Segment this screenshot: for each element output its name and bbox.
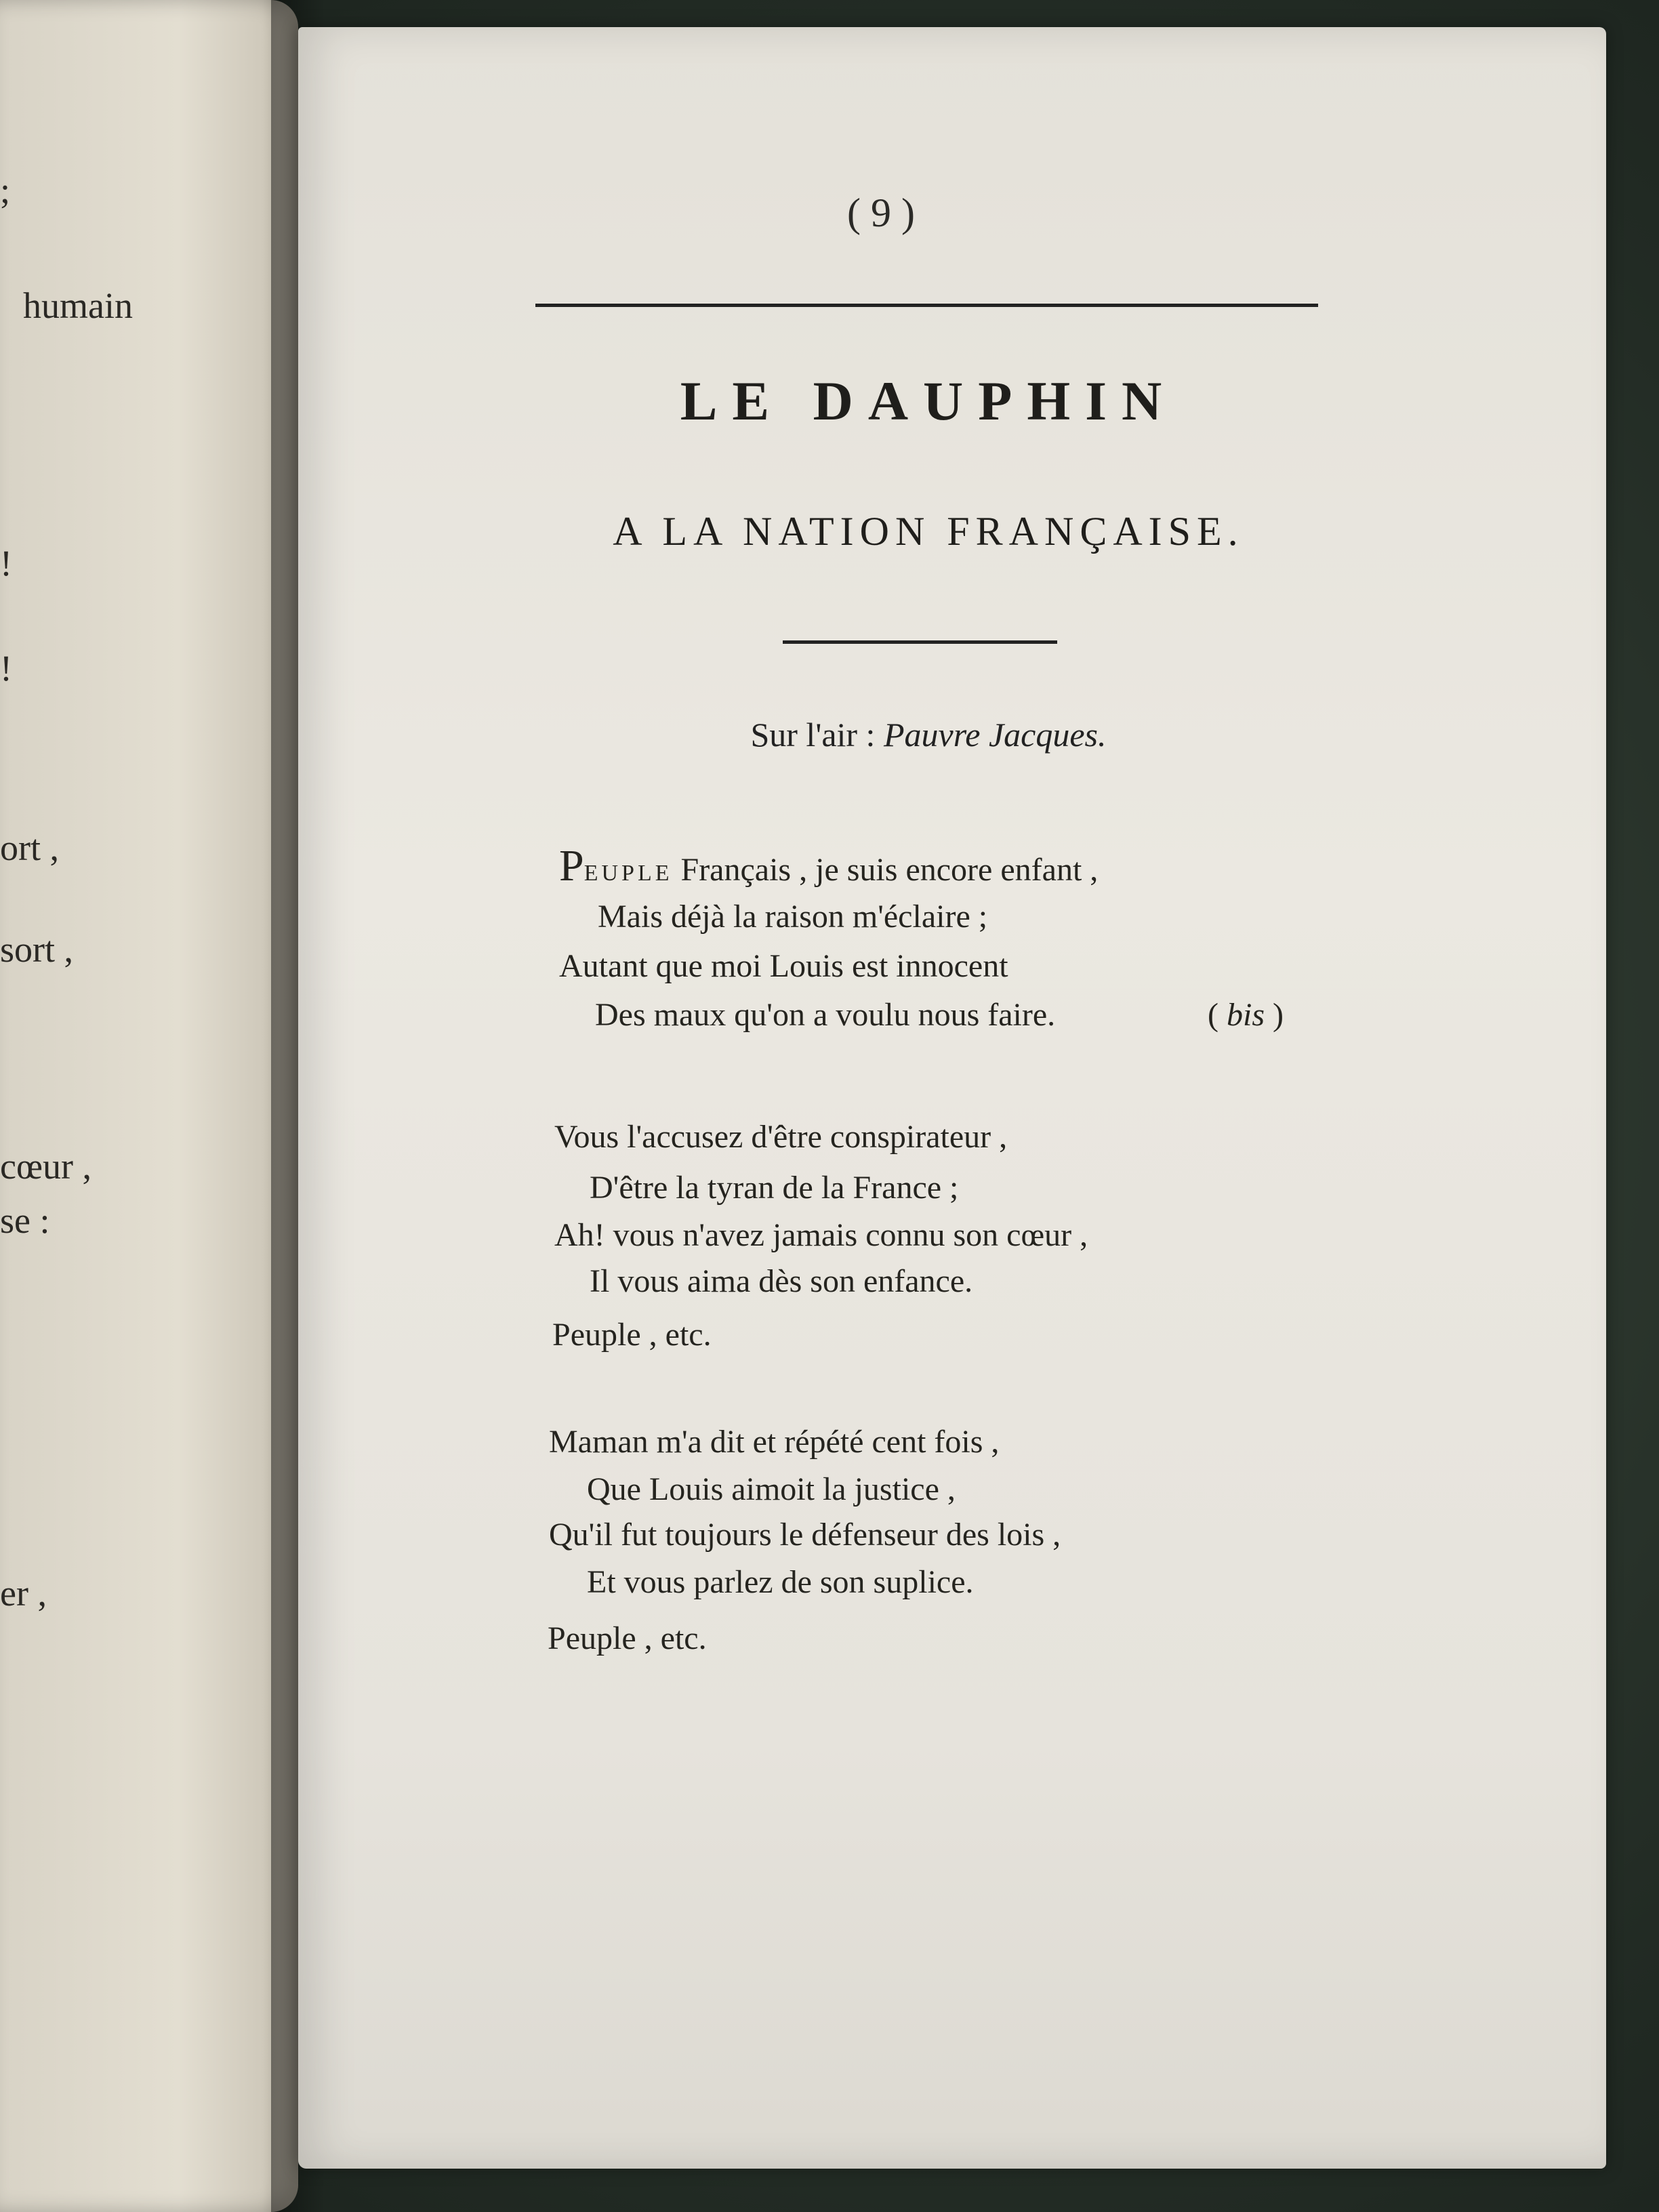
page-number: ( 9 ) xyxy=(847,190,915,235)
stanza3-line1: Maman m'a dit et répété cent fois , xyxy=(549,1424,1000,1460)
left-page xyxy=(0,0,298,2212)
bis-close: ) xyxy=(1265,997,1284,1033)
left-fragment: se : xyxy=(0,1200,50,1241)
stanza1-line1 xyxy=(559,840,1098,892)
bis-open: ( xyxy=(1208,997,1227,1033)
stanza1-line2: Mais déjà la raison m'éclaire ; xyxy=(598,899,988,935)
dropcap: P xyxy=(559,841,584,890)
stanza2-line1: Vous l'accusez d'être conspirateur , xyxy=(554,1119,1008,1155)
right-page xyxy=(298,27,1606,2169)
bis-word: bis xyxy=(1226,997,1265,1033)
left-fragment: humain xyxy=(23,285,133,326)
page-subtitle: A LA NATION FRANÇAISE. xyxy=(613,509,1244,554)
left-fragment: sort , xyxy=(0,929,73,970)
left-fragment: ! xyxy=(0,648,12,689)
short-rule xyxy=(783,640,1057,644)
air-tune: Pauvre Jacques. xyxy=(883,716,1107,754)
smallcaps: EUPLE xyxy=(583,861,673,886)
left-fragment: ; xyxy=(0,170,11,211)
air-prefix: Sur l'air : xyxy=(750,716,876,754)
stanza2-line3: Ah! vous n'avez jamais connu son cœur , xyxy=(554,1217,1088,1253)
line-text: Français , je suis encore enfant , xyxy=(672,852,1099,888)
left-fragment: cœur , xyxy=(0,1146,91,1187)
top-rule xyxy=(535,304,1318,307)
stanza3-line4: Et vous parlez de son suplice. xyxy=(587,1564,974,1600)
stanza3-refrain: Peuple , etc. xyxy=(548,1620,707,1656)
stanza2-refrain: Peuple , etc. xyxy=(552,1317,712,1353)
stanza3-line2: Que Louis aimoit la justice , xyxy=(587,1471,956,1507)
stanza3-line3: Qu'il fut toujours le défenseur des lois , xyxy=(549,1517,1061,1553)
air-line xyxy=(535,715,1322,754)
bis-marker xyxy=(1208,996,1284,1033)
left-fragment: ort , xyxy=(0,827,59,868)
stanza1-line3: Autant que moi Louis est innocent xyxy=(559,948,1008,984)
stanza2-line2: D'être la tyran de la France ; xyxy=(590,1170,959,1206)
left-fragment: er , xyxy=(0,1573,47,1614)
stanza1-line4: Des maux qu'on a voulu nous faire. xyxy=(595,997,1056,1033)
stanza2-line4: Il vous aima dès son enfance. xyxy=(590,1263,973,1299)
left-fragment: ! xyxy=(0,543,12,583)
page-title: LE DAUPHIN xyxy=(680,370,1177,432)
